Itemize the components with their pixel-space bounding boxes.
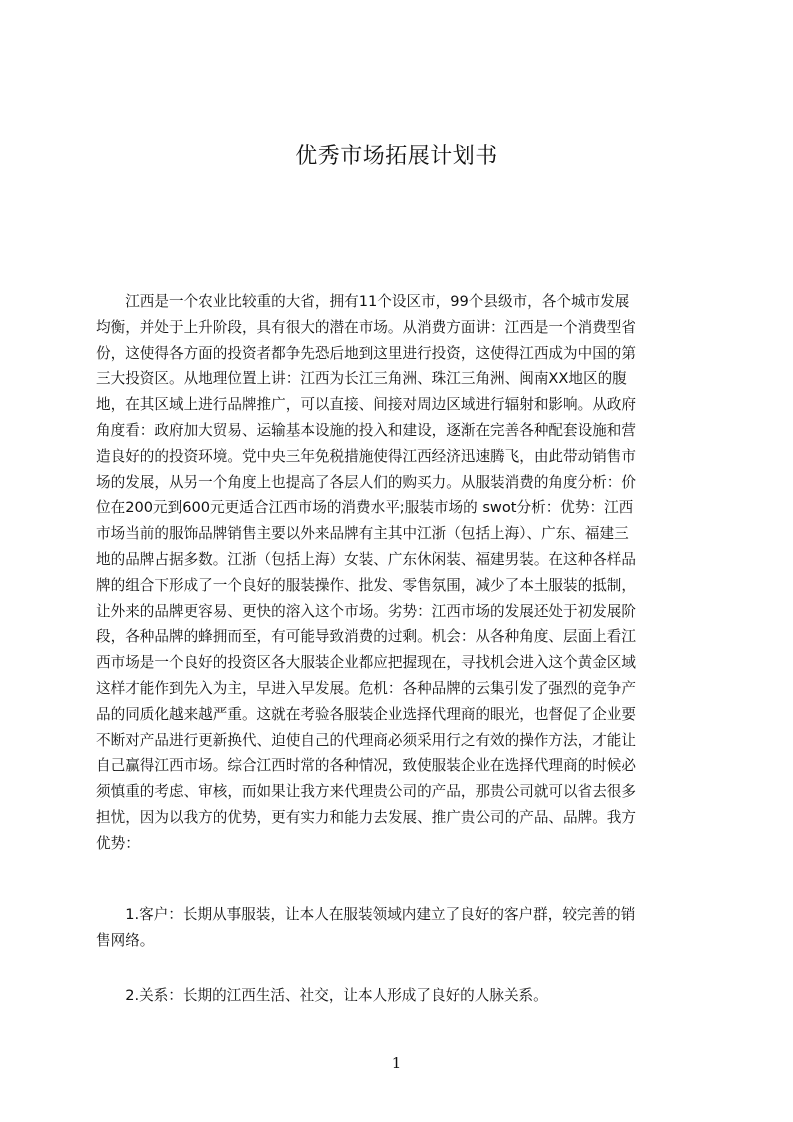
text-line: 1.客户：长期从事服装，让本人在服装领域内建立了良好的客户群，较完善的销 [96,906,636,923]
text-line: 西市场是一个良好的投资区各大服装企业都应把握现在，寻找机会进入这个黄金区域 [96,654,636,672]
text-line: 江西是一个农业比较重的大省，拥有11个设区市，99个县级市，各个城市发展 [96,293,630,310]
document-title: 优秀市场拓展计划书 [295,144,498,169]
text-line: 品的同质化越来越严重。这就在考验各服装企业选择代理商的眼光，也督促了企业要 [96,705,636,723]
text-line: 三大投资区。从地理位置上讲：江西为长江三角洲、珠江三角洲、闽南XX地区的腹 [96,370,627,388]
text-line: 不断对产品进行更新换代、迫使自己的代理商必须采用行之有效的操作方法，才能让 [96,731,636,749]
text-line: 须慎重的考虑、审核，而如果让我方来代理贵公司的产品，那贵公司就可以省去很多 [96,783,636,801]
text-line: 地，在其区域上进行品牌推广，可以直接、间接对周边区域进行辐射和影响。从政府 [96,396,636,414]
text-line: 份，这使得各方面的投资者都争先恐后地到这里进行投资，这使得江西成为中国的第 [96,344,636,362]
text-line: 担忧，因为以我方的优势，更有实力和能力去发展、推广贵公司的产品、品牌。我方 [96,808,636,826]
text-line: 这样才能作到先入为主，早进入早发展。危机：各种品牌的云集引发了强烈的竞争产 [96,679,636,697]
text-line: 售网络。 [96,931,155,949]
text-line: 角度看：政府加大贸易、运输基本设施的投入和建设，逐渐在完善各种配套设施和营 [96,421,636,439]
text-line: 均衡，并处于上升阶段，具有很大的潜在市场。从消费方面讲：江西是一个消费型省 [96,318,636,336]
text-line: 2.关系：长期的江西生活、社交，让本人形成了良好的人脉关系。 [96,987,548,1004]
text-line: 牌的组合下形成了一个良好的服装操作、批发、零售氛围，减少了本土服装的抵制， [96,576,636,594]
paragraph-market-analysis [96,289,698,857]
text-line: 优势： [96,834,140,852]
text-line: 场的发展，从另一个角度上也提高了各层人们的购买力。从服装消费的角度分析：价 [96,473,636,491]
text-line: 让外来的品牌更容易、更快的溶入这个市场。劣势：江西市场的发展还处于初发展阶 [96,602,636,620]
text-line: 地的品牌占据多数。江浙（包括上海）女装、广东休闲装、福建男装。在这种各样品 [96,550,636,568]
paragraph-advantage-relations [96,983,698,1009]
text-line: 自己赢得江西市场。综合江西时常的各种情况，致使服装企业在选择代理商的时候必 [96,757,636,775]
paragraph-advantage-customers [96,902,698,954]
text-line: 市场当前的服饰品牌销售主要以外来品牌有主其中江浙（包括上海）、广东、福建三 [96,525,629,543]
text-line: 位在200元到600元更适合江西市场的消费水平;服装市场的 swot分析：优势：江西 [96,499,634,517]
text-line: 造良好的的投资环境。党中央三年免税措施使得江西经济迅速腾飞，由此带动销售市 [96,447,636,465]
page-number: 1 [391,1054,402,1072]
text-line: 段，各种品牌的蜂拥而至，有可能导致消费的过剩。机会：从各种角度、层面上看江 [96,628,636,646]
